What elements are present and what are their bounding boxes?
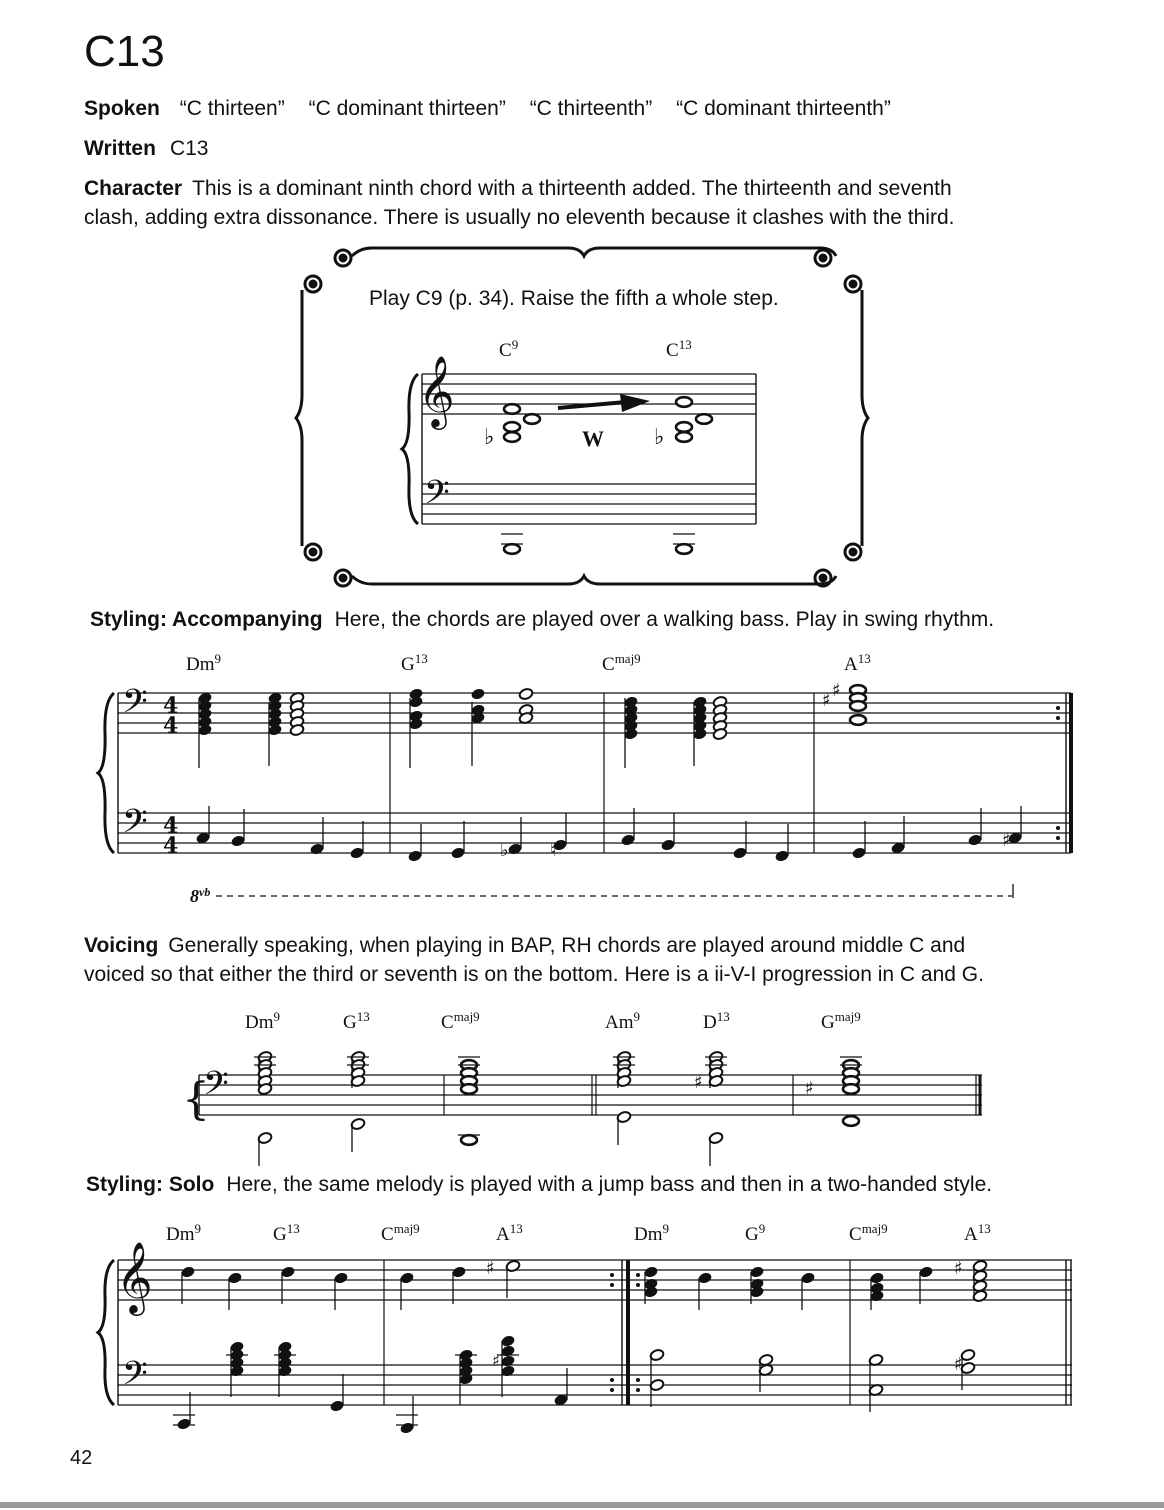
bass-clef: 𝄢 [122,683,148,729]
time-signature: 4 [163,833,179,859]
repeat-dot [610,1388,614,1392]
sharp-sign: ♯ [805,1078,814,1099]
whole-note [676,422,692,432]
decorative-frame [296,248,868,586]
bass-clef: 𝄢 [424,474,450,520]
whole-note [843,1116,859,1126]
page-title: C13 [84,27,165,76]
repeat-dot [636,1378,640,1382]
repeat-dot [636,1283,640,1287]
voicing-label: Voicing [84,934,159,957]
brace: { [182,1074,210,1125]
accompanying-label: Styling: Accompanying [90,608,323,631]
whole-note [504,422,520,432]
written-label: Written [84,137,156,160]
sharp-sign: ♯ [954,1258,963,1279]
arrow-head [620,394,650,412]
repeat-dot [1056,706,1060,710]
whole-note [850,715,866,725]
character-label: Character [84,177,183,200]
chord-symbol: $D^{13}$ [703,1009,730,1033]
solo-label: Styling: Solo [86,1173,215,1196]
chord-symbol: Dm$^9$ [166,1221,201,1245]
sharp-sign: ♯ [502,1341,510,1360]
repeat-dot [1056,836,1060,840]
whole-note [676,432,692,442]
sharp-sign: ♯ [1002,830,1011,851]
sharp-sign: ♯ [954,1354,963,1375]
accompanying-text: Here, the chords are played over a walking bass. Play in swing rhythm. [334,608,995,631]
spoken-item: “C dominant thirteen” [308,97,506,120]
sharp-sign: ♯ [822,690,831,711]
whole-note [461,1135,477,1145]
flat-sign: ♭ [654,425,665,450]
natural-sign: ♮ [550,840,557,861]
brace [402,374,418,524]
spoken-item: “C thirteen” [179,97,285,120]
sharp-sign: ♯ [694,1072,703,1093]
chord-symbol: $C^{maj9}$ [849,1221,888,1245]
repeat-dot [1056,716,1060,720]
chord-symbol: $G^{13}$ [343,1009,370,1033]
repeat-dot [636,1273,640,1277]
repeat-dot [610,1378,614,1382]
brace [98,693,114,853]
chord-symbol: $C^{maj9}$ [441,1009,480,1033]
sharp-sign: ♯ [832,680,841,701]
chord-symbol: $C^{13}$ [666,337,692,361]
sharp-sign: ♯ [492,1351,500,1370]
bass-clef: 𝄢 [122,1355,148,1401]
spoken-item: “C dominant thirteenth” [676,97,891,120]
spoken-item: “C thirteenth” [529,97,653,120]
chord-symbol: Dm$^9$ [186,651,221,675]
whole-note [676,544,692,554]
repeat-dot [1056,826,1060,830]
raise-arrow [558,402,626,408]
repeat-dot [610,1283,614,1287]
repeat-dot [610,1273,614,1277]
whole-note [461,1084,477,1094]
whole-step-mark: W [582,426,604,451]
chord-symbol: Dm$^9$ [245,1009,280,1033]
flat-sign: ♭ [500,840,509,861]
character-line-1: This is a dominant ninth chord with a thirteenth added. The thirteenth and seventh [192,177,952,200]
whole-note [504,432,520,442]
frame-instruction: Play C9 (p. 34). Raise the fifth a whole step. [369,287,779,310]
sharp-sign: ♯ [486,1258,495,1279]
chord-symbol: $C^{maj9}$ [381,1221,420,1245]
time-signature: 4 [163,713,179,739]
chord-symbol: $G^{13}$ [273,1221,300,1245]
written-value: C13 [169,137,209,160]
time-signature: 4 [163,693,179,719]
whole-note [504,544,520,554]
chord-symbol: $G^{13}$ [401,651,428,675]
bass-clef: 𝄢 [203,1065,229,1111]
solo-text: Here, the same melody is played with a jump bass and then in a two-handed style. [226,1173,993,1196]
chord-symbol: $G^9$ [745,1221,766,1245]
note-head [518,687,533,700]
time-signature: 4 [163,813,179,839]
chord-symbol: $A^{13}$ [964,1221,991,1245]
voicing-line-2: voiced so that either the third or seventh is on the bottom. Here is a ii-V-I progression in C and G. [84,963,984,986]
whole-note [696,414,712,424]
chord-symbol: $A^{13}$ [496,1221,523,1245]
chord-symbol: $C^{maj9}$ [602,651,641,675]
character-line-2: clash, adding extra dissonance. There is usually no eleventh because it clashes with the third. [84,206,955,229]
page-number: 42 [70,1447,93,1469]
note-head [470,687,485,700]
ottava-mark: $8^{vb}$ [190,885,211,906]
treble-clef: 𝄞 [418,354,455,427]
chord-symbol: $G^{maj9}$ [821,1009,861,1033]
chord-symbol: Am$^9$ [605,1009,640,1033]
whole-note [850,701,866,711]
chord-symbol: Dm$^9$ [634,1221,669,1245]
whole-note [504,404,520,414]
voicing-line-1: Generally speaking, when playing in BAP, RH chords are played around middle C and [168,934,966,957]
bass-clef: 𝄢 [122,803,148,849]
chord-symbol: $C^9$ [499,337,519,361]
chord-symbol: $A^{13}$ [844,651,871,675]
repeat-dot [636,1388,640,1392]
flat-sign: ♭ [484,425,495,450]
treble-clef: 𝄞 [116,1240,153,1313]
spoken-label: Spoken [84,97,160,120]
whole-note [843,1084,859,1094]
whole-note [676,397,692,407]
whole-note [524,414,540,424]
brace [98,1260,114,1405]
